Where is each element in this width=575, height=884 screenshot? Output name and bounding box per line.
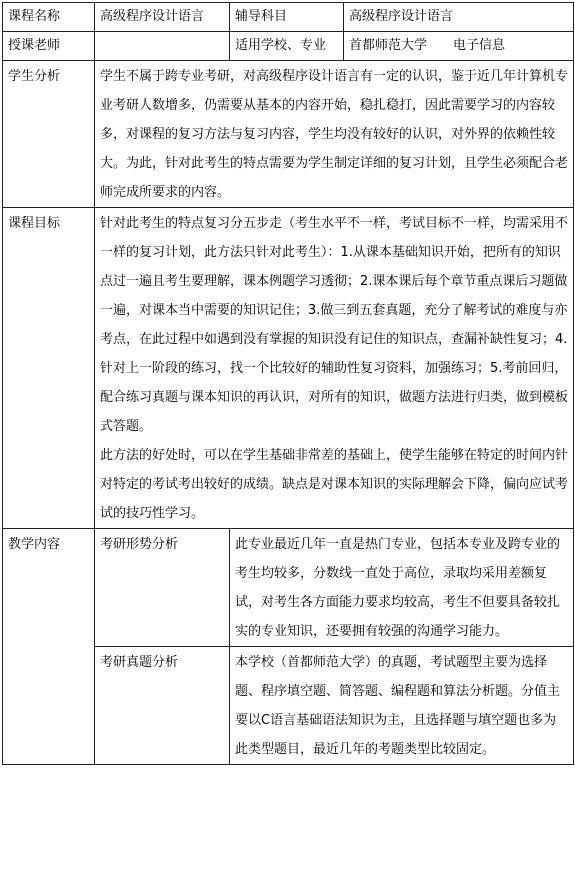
course-goal-cell: [95, 208, 574, 529]
major-value: 电子信息: [453, 38, 506, 53]
school-major-label: 适用学校、专业: [230, 32, 344, 61]
subject-label: 辅导科目: [230, 3, 344, 32]
course-row: [3, 3, 574, 32]
student-analysis-label: 学生分析: [3, 61, 95, 208]
student-analysis-row: [3, 61, 574, 208]
course-goal-label: 课程目标: [3, 208, 95, 529]
course-name-label: 课程名称: [3, 3, 95, 32]
student-analysis-text: 学生不属于跨专业考研，对高级程序设计语言有一定的认识，鉴于近几年计算机专业考研人数增多，仍需要从基本的内容开始，稳扎稳打，因此需要学习的内容较多，对课程的复习方法与复习内容，学生均没有较好的认识，对外界的依赖性较大。为此，针对此考生的特点需要为学生制定详细的复习计划，且学生必须配合老师完成所要求的内容。: [95, 61, 574, 208]
teacher-label: 授课老师: [3, 32, 95, 61]
teacher-value: [95, 32, 230, 61]
course-name-value: 高级程序设计语言: [95, 3, 230, 32]
subject-value: 高级程序设计语言: [344, 3, 574, 32]
course-goal-steps: 针对此考生的特点复习分五步走（考生水平不一样，考试目标不一样，均需采用不一样的复习计划，此方法只针对此考生）：1.从课本基础知识开始，把所有的知识点过一遍且考生要理解，课本例题学习透彻；2.课本课后每个章节重点课后习题做一遍，对课本当中需要的知识记住；3.做三到五套真题，充分了解考试的难度与亦考点，在此过程中如遇到没有掌握的知识没有记住的知识点，查漏补缺性复习；4.针对上一阶段的练习，找一个比较好的辅助性复习资料，加强练习；5.考前回归，配合练习真题与课本知识的再认识，对所有的知识，做题方法进行归类，做到模板式答题。: [100, 216, 569, 434]
school-value: 首都师范大学: [349, 38, 428, 53]
past-exam-text: 本学校（首都师范大学）的真题，考试题型主要为选择题、程序填空题、简答题、编程题和算法分析题。分值主要以C语言基础语法知识为主，且选择题与填空题也多为此类型题目，最近几年的考题类型比较固定。: [230, 647, 574, 765]
exam-situation-label: 考研形势分析: [95, 529, 230, 647]
course-goal-evaluation: 此方法的好处时，可以在学生基础非常差的基础上，使学生能够在特定的时间内针对特定的考试考出较好的成绩。缺点是对课本知识的实际理解会下降，偏向应试考试的技巧性学习。: [100, 448, 569, 521]
teaching-content-row-1: [3, 529, 574, 647]
course-goal-row: [3, 208, 574, 529]
exam-situation-text: 此专业最近几年一直是热门专业，包括本专业及跨专业的考生均较多，分数线一直处于高位，录取均采用差额复试，对考生各方面能力要求均较高，考生不但要具备较扎实的专业知识，还要拥有较强的沟通学习能力。: [230, 529, 574, 647]
past-exam-label: 考研真题分析: [95, 647, 230, 765]
teaching-content-label: 教学内容: [3, 529, 95, 765]
school-major-value: [344, 32, 574, 61]
teacher-row: [3, 32, 574, 61]
course-plan-table: [2, 2, 574, 765]
